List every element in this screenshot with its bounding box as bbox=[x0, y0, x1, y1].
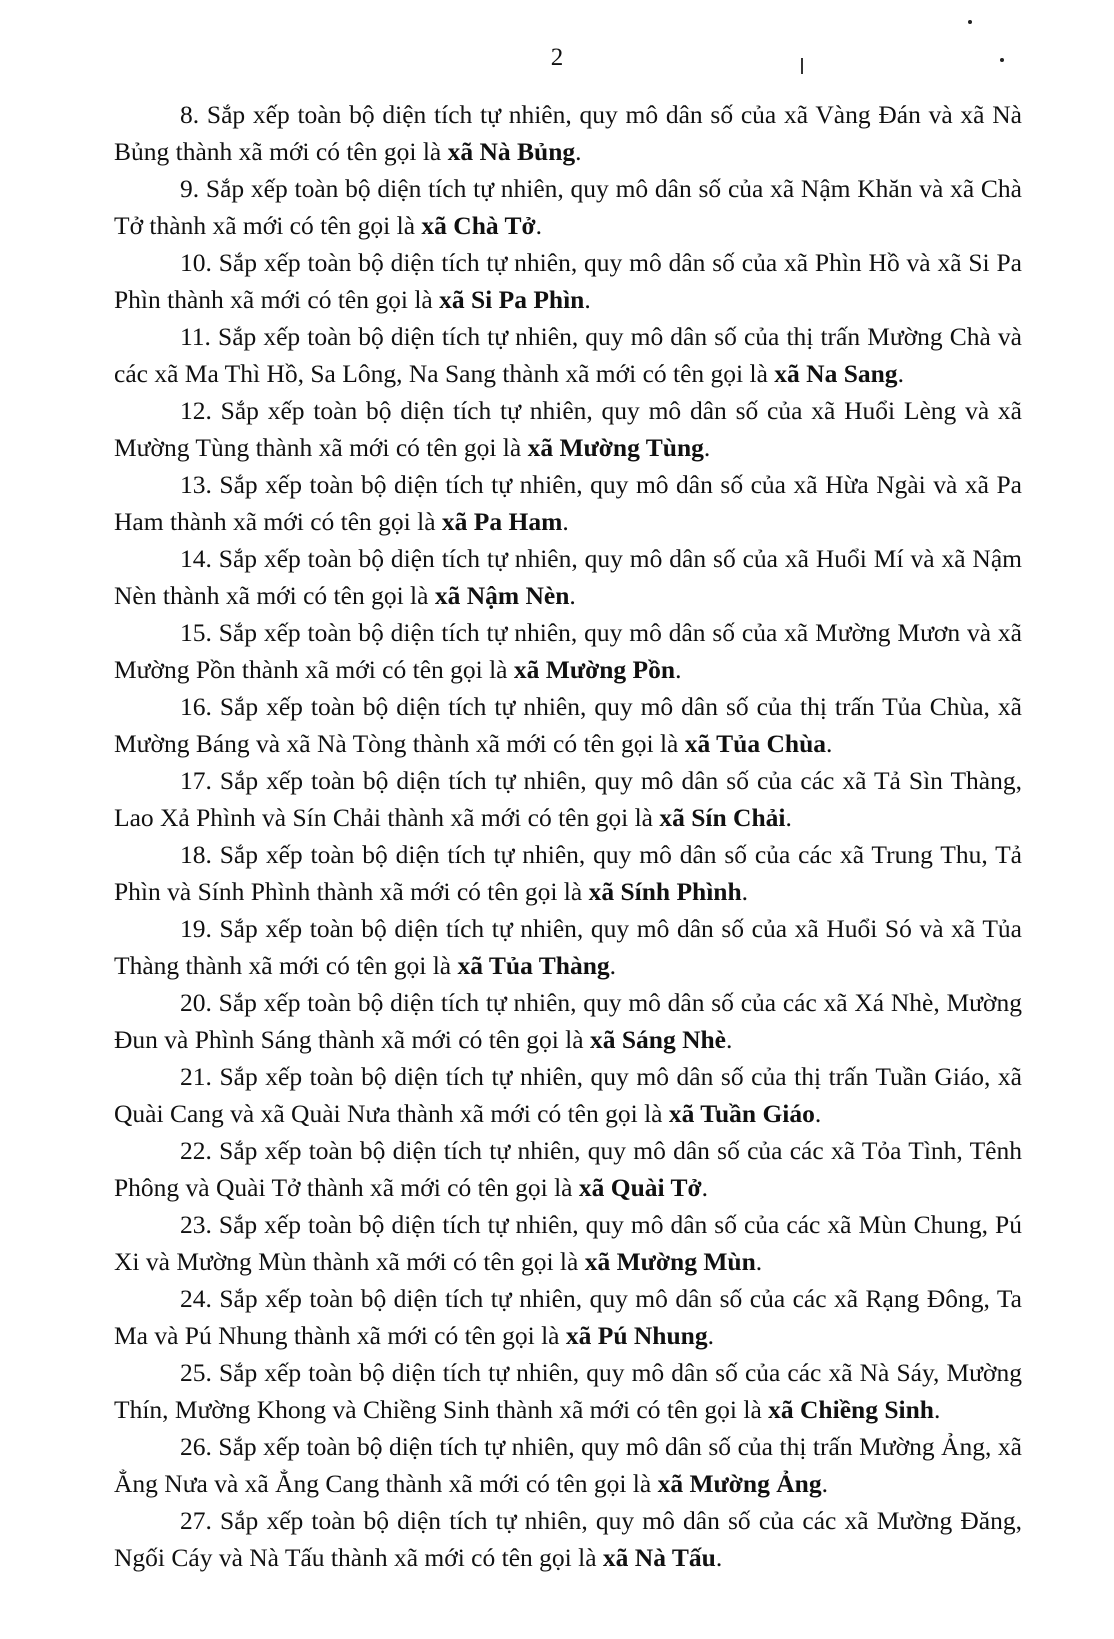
article-item bbox=[114, 836, 1022, 910]
article-end: . bbox=[814, 1099, 822, 1128]
commune-name: xã Mường Pồn bbox=[513, 655, 676, 684]
article-end: . bbox=[609, 951, 617, 980]
commune-name: xã Mường Mùn bbox=[584, 1247, 756, 1276]
article-item bbox=[114, 688, 1022, 762]
article-text: 12. Sắp xếp toàn bộ diện tích tự nhiên, quy mô dân số của xã Huổi Lèng và xã Mường Tùng thành xã mới có tên gọi là bbox=[114, 396, 1022, 462]
article-item bbox=[114, 318, 1022, 392]
commune-name: xã Na Sang bbox=[774, 359, 898, 388]
article-end: . bbox=[675, 655, 682, 684]
article-end: . bbox=[575, 137, 582, 166]
article-text: 15. Sắp xếp toàn bộ diện tích tự nhiên, quy mô dân số của xã Mường Mươn và xã Mường Pồn thành xã mới có tên gọi là bbox=[114, 618, 1022, 684]
article-text: 18. Sắp xếp toàn bộ diện tích tự nhiên, quy mô dân số của các xã Trung Thu, Tả Phìn và Sính Phình thành xã mới có tên gọi là bbox=[114, 840, 1022, 906]
commune-name: xã Nà Bủng bbox=[447, 137, 576, 166]
article-end: . bbox=[826, 729, 833, 758]
article-end: . bbox=[715, 1543, 723, 1572]
article-item bbox=[114, 1428, 1022, 1502]
commune-name: xã Nậm Nèn bbox=[434, 581, 570, 610]
article-item bbox=[114, 392, 1022, 466]
article-text: 19. Sắp xếp toàn bộ diện tích tự nhiên, quy mô dân số của xã Huổi Só và xã Tủa Thàng thành xã mới có tên gọi là bbox=[114, 914, 1022, 980]
commune-name: xã Tuần Giáo bbox=[668, 1099, 815, 1128]
article-text: 10. Sắp xếp toàn bộ diện tích tự nhiên, quy mô dân số của xã Phìn Hồ và xã Si Pa Phìn thành xã mới có tên gọi là bbox=[114, 248, 1022, 314]
commune-name: xã Sáng Nhè bbox=[589, 1025, 726, 1054]
article-end: . bbox=[562, 507, 569, 536]
article-item bbox=[114, 170, 1022, 244]
article-end: . bbox=[701, 1173, 709, 1202]
article-item bbox=[114, 1058, 1022, 1132]
article-item bbox=[114, 910, 1022, 984]
article-list bbox=[114, 96, 1022, 1576]
article-end: . bbox=[897, 359, 904, 388]
article-item bbox=[114, 1502, 1022, 1576]
commune-name: xã Tủa Thàng bbox=[457, 951, 610, 980]
article-text: 8. Sắp xếp toàn bộ diện tích tự nhiên, quy mô dân số của xã Vàng Đán và xã Nà Bủng thành xã mới có tên gọi là bbox=[114, 100, 1022, 166]
article-text: 16. Sắp xếp toàn bộ diện tích tự nhiên, quy mô dân số của thị trấn Tủa Chùa, xã Mường Báng và xã Nà Tòng thành xã mới có tên gọi là bbox=[114, 692, 1022, 758]
article-text: 24. Sắp xếp toàn bộ diện tích tự nhiên, quy mô dân số của các xã Rạng Đông, Ta Ma và Pú Nhung thành xã mới có tên gọi là bbox=[114, 1284, 1022, 1350]
article-end: . bbox=[703, 433, 711, 462]
article-item bbox=[114, 1132, 1022, 1206]
article-item bbox=[114, 466, 1022, 540]
article-text: 17. Sắp xếp toàn bộ diện tích tự nhiên, quy mô dân số của các xã Tả Sìn Thàng, Lao Xả Phình và Sín Chải thành xã mới có tên gọi là bbox=[114, 766, 1022, 832]
article-item bbox=[114, 96, 1022, 170]
article-item bbox=[114, 984, 1022, 1058]
page-number: 2 bbox=[550, 44, 564, 71]
article-end: . bbox=[755, 1247, 763, 1276]
article-text: 20. Sắp xếp toàn bộ diện tích tự nhiên, quy mô dân số của các xã Xá Nhè, Mường Đun và Phình Sáng thành xã mới có tên gọi là bbox=[114, 988, 1022, 1054]
commune-name: xã Tủa Chùa bbox=[684, 729, 827, 758]
article-end: . bbox=[707, 1321, 714, 1350]
article-item bbox=[114, 1354, 1022, 1428]
article-text: 9. Sắp xếp toàn bộ diện tích tự nhiên, quy mô dân số của xã Nậm Khăn và xã Chà Tở thành xã mới có tên gọi là bbox=[114, 174, 1022, 240]
commune-name: xã Sín Chải bbox=[659, 803, 786, 832]
article-end: . bbox=[569, 581, 576, 610]
article-text: 21. Sắp xếp toàn bộ diện tích tự nhiên, quy mô dân số của thị trấn Tuần Giáo, xã Quài Cang và xã Quài Nưa thành xã mới có tên gọi là bbox=[114, 1062, 1022, 1128]
commune-name: xã Chà Tở bbox=[421, 211, 536, 240]
article-end: . bbox=[821, 1469, 828, 1498]
article-text: 13. Sắp xếp toàn bộ diện tích tự nhiên, quy mô dân số của xã Hừa Ngài và xã Pa Ham thành xã mới có tên gọi là bbox=[114, 470, 1022, 536]
commune-name: xã Nà Tấu bbox=[602, 1543, 716, 1572]
article-item bbox=[114, 540, 1022, 614]
article-text: 11. Sắp xếp toàn bộ diện tích tự nhiên, quy mô dân số của thị trấn Mường Chà và các xã Ma Thì Hồ, Sa Lông, Na Sang thành xã mới có tên gọi là bbox=[114, 322, 1022, 388]
commune-name: xã Quài Tở bbox=[578, 1173, 702, 1202]
scan-speck-mark bbox=[1000, 58, 1004, 62]
article-text: 27. Sắp xếp toàn bộ diện tích tự nhiên, quy mô dân số của các xã Mường Đăng, Ngối Cáy và Nà Tấu thành xã mới có tên gọi là bbox=[114, 1506, 1022, 1572]
article-end: . bbox=[785, 803, 792, 832]
article-item bbox=[114, 1206, 1022, 1280]
article-end: . bbox=[584, 285, 591, 314]
commune-name: xã Chiềng Sinh bbox=[768, 1395, 934, 1424]
article-item bbox=[114, 762, 1022, 836]
article-text: 22. Sắp xếp toàn bộ diện tích tự nhiên, quy mô dân số của các xã Tỏa Tình, Tênh Phông và Quài Tở thành xã mới có tên gọi là bbox=[114, 1136, 1022, 1202]
article-text: 14. Sắp xếp toàn bộ diện tích tự nhiên, quy mô dân số của xã Huổi Mí và xã Nậm Nèn thành xã mới có tên gọi là bbox=[114, 544, 1022, 610]
commune-name: xã Si Pa Phìn bbox=[439, 285, 585, 314]
article-end: . bbox=[741, 877, 749, 906]
commune-name: xã Pú Nhung bbox=[565, 1321, 708, 1350]
scan-speck-mark bbox=[968, 20, 972, 24]
commune-name: xã Pa Ham bbox=[441, 507, 563, 536]
article-item bbox=[114, 244, 1022, 318]
article-text: 25. Sắp xếp toàn bộ diện tích tự nhiên, quy mô dân số của các xã Nà Sáy, Mường Thín, Mường Khong và Chiềng Sinh thành xã mới có tên gọi là bbox=[114, 1358, 1022, 1424]
article-end: . bbox=[726, 1025, 733, 1054]
commune-name: xã Mường Tùng bbox=[527, 433, 704, 462]
article-item bbox=[114, 614, 1022, 688]
article-text: 23. Sắp xếp toàn bộ diện tích tự nhiên, quy mô dân số của các xã Mùn Chung, Pú Xi và Mường Mùn thành xã mới có tên gọi là bbox=[114, 1210, 1022, 1276]
article-item bbox=[114, 1280, 1022, 1354]
commune-name: xã Mường Ảng bbox=[657, 1469, 822, 1498]
scan-line-mark bbox=[801, 58, 803, 74]
article-end: . bbox=[535, 211, 543, 240]
commune-name: xã Sính Phình bbox=[588, 877, 742, 906]
article-end: . bbox=[933, 1395, 941, 1424]
article-text: 26. Sắp xếp toàn bộ diện tích tự nhiên, quy mô dân số của thị trấn Mường Ảng, xã Ẳng Nưa và xã Ẳng Cang thành xã mới có tên gọi là bbox=[114, 1432, 1022, 1498]
